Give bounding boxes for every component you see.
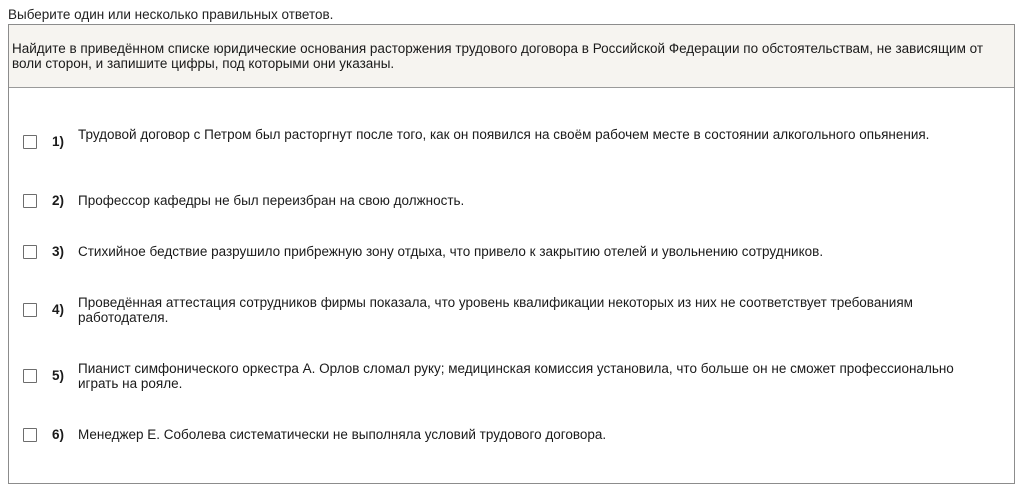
option-2-number: 2) bbox=[52, 193, 65, 208]
option-5-text: Пианист симфонического оркестра А. Орлов сломал руку; медицинская комиссия установила, что больше он не сможет профессионально играть на рояле. bbox=[78, 361, 954, 391]
option-4-checkbox[interactable] bbox=[23, 303, 37, 317]
instruction-text: Выберите один или несколько правильных ответов. bbox=[8, 7, 334, 22]
option-4-number: 4) bbox=[52, 302, 65, 317]
option-6-checkbox[interactable] bbox=[23, 428, 37, 442]
option-3-number: 3) bbox=[52, 244, 65, 259]
question-panel bbox=[8, 24, 1015, 484]
option-3-checkbox[interactable] bbox=[23, 245, 37, 259]
option-1-number: 1) bbox=[52, 134, 65, 149]
option-5-number: 5) bbox=[52, 368, 65, 383]
option-2-text: Профессор кафедры не был переизбран на свою должность. bbox=[78, 193, 465, 208]
option-4-text: Проведённая аттестация сотрудников фирмы показала, что уровень квалификации некоторых из них не соответствует требованиям работодателя. bbox=[78, 295, 913, 325]
option-1-checkbox[interactable] bbox=[23, 135, 37, 149]
option-6-number: 6) bbox=[52, 427, 65, 442]
option-3-text: Стихийное бедствие разрушило прибрежную зону отдыха, что привело к закрытию отелей и увольнению сотрудников. bbox=[78, 244, 824, 259]
option-5-checkbox[interactable] bbox=[23, 369, 37, 383]
question-box bbox=[9, 25, 1014, 88]
option-2-checkbox[interactable] bbox=[23, 194, 37, 208]
option-6-text: Менеджер Е. Соболева систематически не выполняла условий трудового договора. bbox=[78, 427, 607, 442]
option-1-text: Трудовой договор с Петром был расторгнут после того, как он появился на своём рабочем месте в состоянии алкогольного опьянения. bbox=[78, 127, 930, 142]
question-text: Найдите в приведённом списке юридические основания расторжения трудового договора в Российской Федерации по обстоятельствам, не зависящим от воли сторон, и запишите цифры, под которыми они указаны. bbox=[12, 41, 984, 71]
